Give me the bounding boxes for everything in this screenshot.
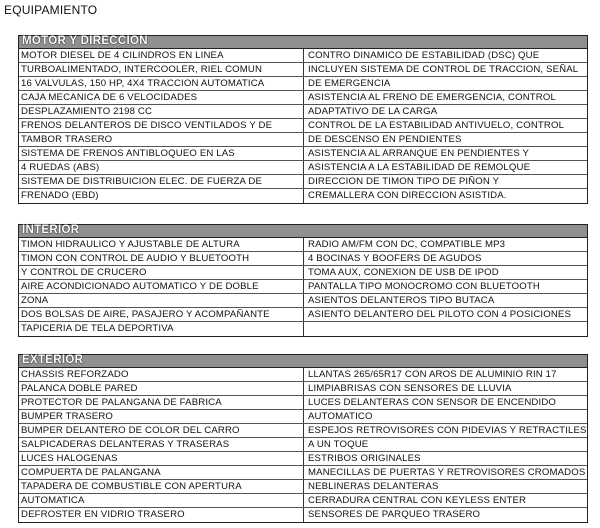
spec-item-left: TAPADERA DE COMBUSTIBLE CON APERTURA [21,481,242,492]
section-header [19,355,587,368]
spec-item-left: PROTECTOR DE PALANGANA DE FABRICA [21,397,222,408]
table-row [19,280,587,294]
section-header [19,225,587,238]
spec-item-left: LUCES HALOGENAS [21,453,118,464]
spec-item-right: ADAPTATIVO DE LA CARGA [303,105,587,118]
spec-item-left: TAMBOR TRASERO [21,134,113,145]
table-row [19,119,587,133]
table-row [19,382,587,396]
table-row [19,77,587,91]
spec-item-right: CERRADURA CENTRAL CON KEYLESS ENTER [303,494,587,507]
table-row [19,133,587,147]
spec-item-right: ESTRIBOS ORIGINALES [303,452,587,465]
spec-item-left: BUMPER DELANTERO DE COLOR DEL CARRO [21,425,240,436]
table-row [19,147,587,161]
spec-item-left: CAJA MECANICA DE 6 VELOCIDADES [21,92,198,103]
table-row [19,368,587,382]
spec-item-right: CREMALLERA CON DIRECCION ASISTIDA. [303,189,587,203]
spec-table [19,368,587,522]
spec-item-right: PANTALLA TIPO MONOCROMO CON BLUETOOTH [303,280,587,293]
spec-item-left: TIMON HIDRAULICO Y AJUSTABLE DE ALTURA [21,239,240,250]
table-row [19,91,587,105]
table-row [19,252,587,266]
spec-item-right: CONTRO DINAMICO DE ESTABILIDAD (DSC) QUE [303,49,587,62]
section-motor-direccion [18,35,588,204]
spec-item-right: LUCES DELANTERAS CON SENSOR DE ENCENDIDO [303,396,587,409]
spec-item-left: BUMPER TRASERO [21,411,114,422]
spec-item-right: DE EMERGENCIA [303,77,587,90]
spec-item-right: LIMPIABRISAS CON SENSORES DE LLUVIA [303,382,587,395]
spec-item-right: SENSORES DE PARQUEO TRASERO [303,508,587,522]
table-row [19,494,587,508]
spec-item-right: AUTOMATICO [303,410,587,423]
section-title: EXTERIOR [22,354,84,366]
spec-item-left: 4 RUEDAS (ABS) [21,162,100,173]
table-row [19,438,587,452]
table-row [19,396,587,410]
table-row [19,508,587,522]
spec-item-right: DE DESCENSO EN PENDIENTES [303,133,587,146]
spec-item-left: TAPICERIA DE TELA DEPORTIVA [21,323,174,334]
spec-item-right: NEBLINERAS DELANTERAS [303,480,587,493]
spec-item-right: TOMA AUX, CONEXION DE USB DE IPOD [303,266,587,279]
section-header [19,36,587,49]
spec-item-right: MANECILLAS DE PUERTAS Y RETROVISORES CROMADOS [303,466,587,479]
section-interior [18,224,588,337]
spec-item-left: CHASSIS REFORZADO [21,369,129,380]
table-row [19,452,587,466]
spec-item-left: SALPICADERAS DELANTERAS Y TRASERAS [21,439,230,450]
spec-item-left: DESPLAZAMIENTO 2198 CC [21,106,153,117]
table-row [19,424,587,438]
table-row [19,161,587,175]
table-row [19,266,587,280]
spec-item-right [303,322,587,336]
spec-item-right: A UN TOQUE [303,438,587,451]
spec-item-right: INCLUYEN SISTEMA DE CONTROL DE TRACCION, SEÑAL [303,63,587,76]
spec-item-right: ASISTENCIA A LA ESTABILIDAD DE REMOLQUE [303,161,587,174]
spec-item-left: SISTEMA DE DISTRIBUICION ELEC. DE FUERZA DE [21,176,263,187]
spec-item-right: DIRECCION DE TIMON TIPO DE PIÑON Y [303,175,587,188]
table-row [19,480,587,494]
spec-item-right: LLANTAS 265/65R17 CON AROS DE ALUMINIO RIN 17 [303,368,587,381]
table-row [19,49,587,63]
table-row [19,466,587,480]
spec-item-left: Y CONTROL DE CRUCERO [21,267,147,278]
section-title: MOTOR Y DIRECCION [22,35,148,47]
spec-item-right: 4 BOCINAS Y BOOFERS DE AGUDOS [303,252,587,265]
table-row [19,322,587,336]
spec-item-left: DOS BOLSAS DE AIRE, PASAJERO Y ACOMPAÑANTE [21,309,270,320]
spec-item-left: DEFROSTER EN VIDRIO TRASERO [21,509,185,520]
table-row [19,308,587,322]
spec-item-left: SISTEMA DE FRENOS ANTIBLOQUEO EN LAS [21,148,235,159]
table-row [19,189,587,203]
table-row [19,238,587,252]
table-row [19,294,587,308]
section-title: INTERIOR [22,224,80,236]
spec-item-left: ZONA [21,295,49,306]
spec-item-right: CONTROL DE LA ESTABILIDAD ANTIVUELO, CONTROL [303,119,587,132]
spec-item-right: RADIO AM/FM CON DC, COMPATIBLE MP3 [303,238,587,251]
spec-item-right: ASIENTOS DELANTEROS TIPO BUTACA [303,294,587,307]
spec-item-right: ESPEJOS RETROVISORES CON PIDEVIAS Y RETRACTILES [303,424,587,437]
spec-item-left: COMPUERTA DE PALANGANA [21,467,161,478]
spec-item-left: PALANCA DOBLE PARED [21,383,138,394]
spec-table [19,238,587,336]
spec-item-left: TURBOALIMENTADO, INTERCOOLER, RIEL COMUN [21,64,263,75]
table-row [19,105,587,119]
table-row [19,410,587,424]
spec-table [19,49,587,203]
spec-item-left: TIMON CON CONTROL DE AUDIO Y BLUETOOTH [21,253,250,264]
table-row [19,175,587,189]
spec-item-right: ASISTENCIA AL FRENO DE EMERGENCIA, CONTROL [303,91,587,104]
spec-item-left: AIRE ACONDICIONADO AUTOMATICO Y DE DOBLE [21,281,259,292]
section-exterior [18,354,588,523]
spec-item-left: FRENADO (EBD) [21,190,99,201]
spec-item-right: ASIENTO DELANTERO DEL PILOTO CON 4 POSICIONES [303,308,587,321]
spec-item-left: 16 VALVULAS, 150 HP, 4X4 TRACCION AUTOMATICA [21,78,265,89]
page-title: EQUIPAMIENTO [4,3,98,17]
spec-item-left: AUTOMATICA [21,495,85,506]
spec-item-right: ASISTENCIA AL ARRANQUE EN PENDIENTES Y [303,147,587,160]
spec-item-left: FRENOS DELANTEROS DE DISCO VENTILADOS Y DE [21,120,273,131]
spec-item-left: MOTOR DIESEL DE 4 CILINDROS EN LINEA [21,50,224,61]
table-row [19,63,587,77]
